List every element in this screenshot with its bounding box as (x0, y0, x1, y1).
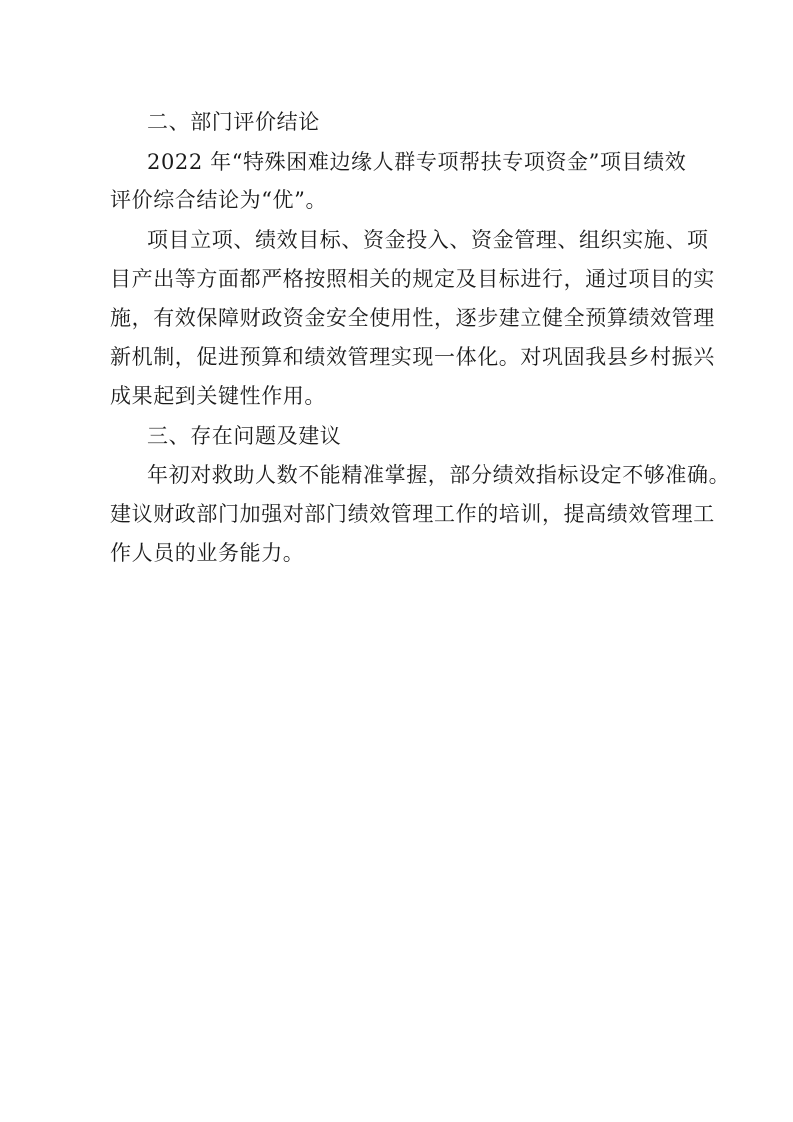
paragraph-line: 作人员的业务能力。 (110, 541, 305, 565)
paragraph-line: 成果起到关键性作用。 (110, 384, 326, 408)
paragraph-line: 年初对救助人数不能精准掌握，部分绩效指标设定不够准确。 (147, 463, 731, 487)
section-heading-evaluation-conclusion: 二、部门评价结论 (147, 110, 320, 134)
paragraph-line: 施，有效保障财政资金安全使用性，逐步建立健全预算绩效管理 (110, 306, 715, 330)
paragraph-line: 评价综合结论为“优”。 (110, 188, 328, 212)
paragraph-line: 项目立项、绩效目标、资金投入、资金管理、组织实施、项 (147, 228, 709, 252)
paragraph-line: 建议财政部门加强对部门绩效管理工作的培训，提高绩效管理工 (110, 502, 715, 526)
paragraph-line: 目产出等方面都严格按照相关的规定及目标进行，通过项目的实 (110, 267, 715, 291)
section-heading-problems-suggestions: 三、存在问题及建议 (147, 424, 342, 448)
paragraph-line: 新机制，促进预算和绩效管理实现一体化。对巩固我县乡村振兴 (110, 345, 715, 369)
paragraph-line: 2022 年“特殊困难边缘人群专项帮扶专项资金”项目绩效 (147, 150, 687, 174)
